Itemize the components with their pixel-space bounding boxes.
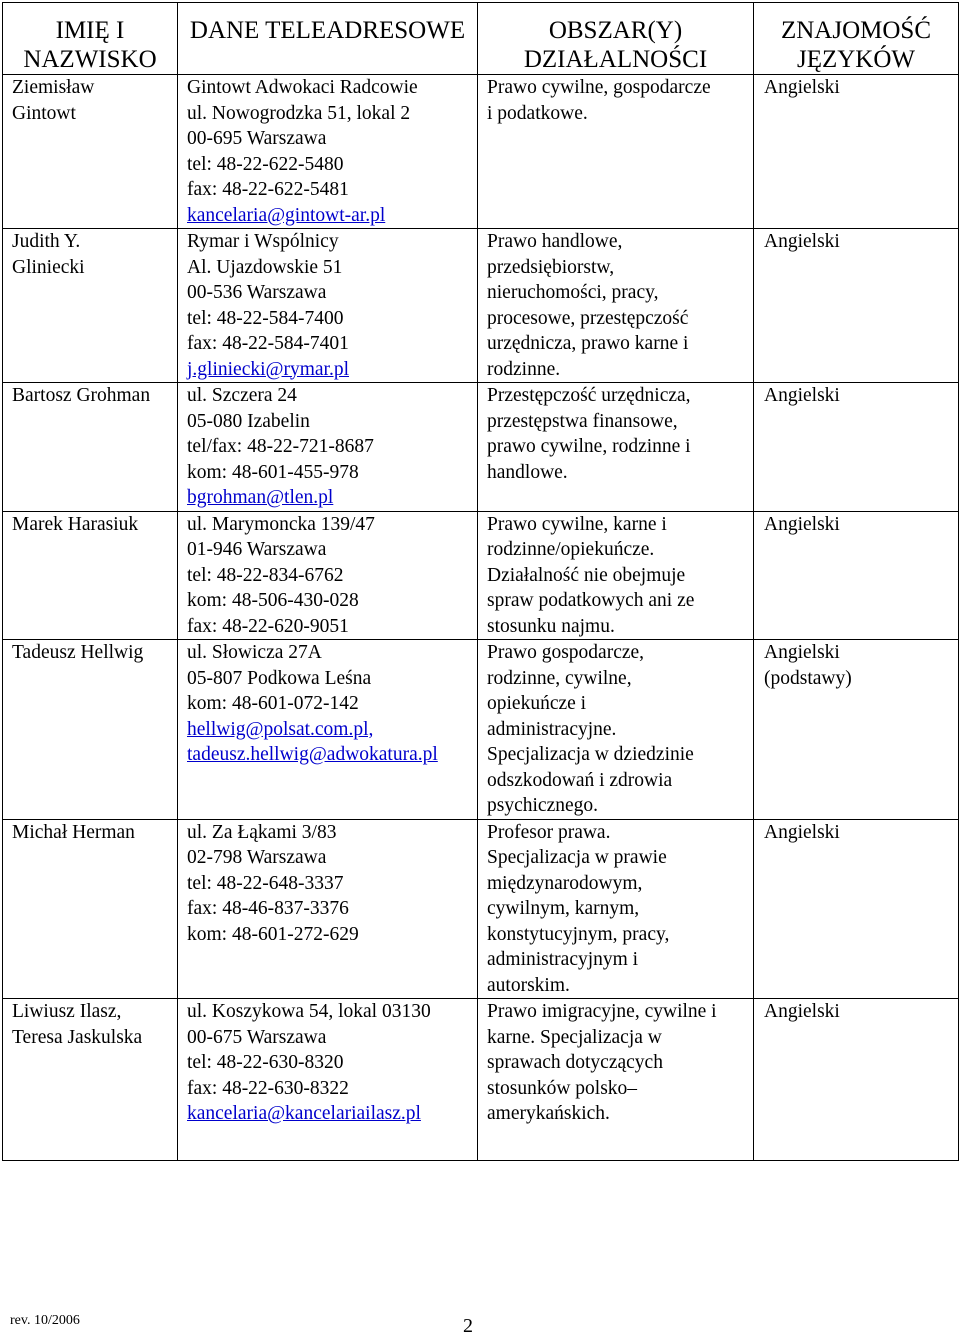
practice-area-line: i podatkowe. [487,102,588,124]
name-line: Michał Herman [12,821,135,843]
address-cell [178,229,478,383]
practice-area-cell [478,640,754,820]
address-line: ul. Nowogrodzka 51, lokal 2 [187,102,411,124]
address-line: Al. Ujazdowskie 51 [187,256,343,278]
practice-area-line: urzędnicza, prawo karne i [487,333,689,354]
table-row [3,383,959,512]
name-line: Liwiusz Ilasz, [12,1001,122,1022]
practice-area-line: stosunków polsko– [487,1077,638,1099]
address-line: 05-807 Podkowa Leśna [187,667,372,689]
table-row [3,640,959,820]
table-row [3,999,959,1161]
address-line: fax: 48-46-837-3376 [187,898,349,919]
address-line: tel: 48-22-648-3337 [187,872,344,894]
practice-area-line: administracyjne. [487,718,617,740]
address-line: ul. Marymoncka 139/47 [187,513,375,535]
address-cell [178,640,478,820]
practice-area-line: Specjalizacja w dziedzinie [487,744,694,765]
address-line: 01-946 Warszawa [187,539,327,560]
address-line: kom: 48-601-455-978 [187,461,359,483]
practice-area-cell [478,511,754,640]
name-cell [3,819,178,999]
language-line: Angielski [764,231,840,252]
address-cell [178,75,478,229]
address-cell [178,999,478,1161]
practice-area-line: psychicznego. [487,795,599,816]
table-row [3,229,959,383]
practice-area-line: spraw podatkowych ani ze [487,590,695,611]
email-link[interactable]: hellwig@polsat.com.pl, [187,718,374,740]
practice-area-line: karne. Specjalizacja w [487,1026,662,1048]
header-languages: ZNAJOMOŚĆ JĘZYKÓW [754,3,959,75]
address-line: ul. Słowicza 27A [187,642,322,663]
languages-cell [754,819,959,999]
practice-area-line: Prawo cywilne, karne i [487,513,667,535]
address-line: fax: 48-22-622-5481 [187,179,349,200]
language-line: Angielski [764,513,840,535]
practice-area-line: procesowe, przestępczość [487,307,689,329]
language-line: Angielski [764,642,840,663]
address-line: tel: 48-22-834-6762 [187,564,344,586]
email-link[interactable]: kancelaria@kancelariailasz.pl [187,1103,421,1124]
address-cell [178,383,478,512]
address-line: 00-695 Warszawa [187,128,327,149]
practice-area-line: Specjalizacja w prawie [487,847,667,868]
languages-cell [754,75,959,229]
languages-cell [754,511,959,640]
address-cell [178,819,478,999]
practice-area-line: Prawo gospodarcze, [487,642,645,663]
table-row [3,819,959,999]
practice-area-line: Prawo handlowe, [487,231,623,252]
address-line: fax: 48-22-630-8322 [187,1077,349,1099]
header-name: IMIĘ I NAZWISKO [3,3,178,75]
name-cell [3,229,178,383]
address-line: kom: 48-601-072-142 [187,693,359,714]
email-link[interactable]: kancelaria@gintowt-ar.pl [187,204,386,226]
address-line: Rymar i Wspólnicy [187,231,339,252]
practice-area-line: rodzinne/opiekuńcze. [487,539,655,560]
address-line: ul. Szczera 24 [187,385,297,406]
practice-area-line: przedsiębiorstw, [487,256,615,278]
practice-area-line: przestępstwa finansowe, [487,410,678,432]
languages-cell [754,640,959,820]
address-line: kom: 48-601-272-629 [187,923,359,945]
practice-area-line: Prawo cywilne, gospodarcze [487,77,711,98]
name-line: Marek Harasiuk [12,513,139,535]
address-cell [178,511,478,640]
address-line: fax: 48-22-584-7401 [187,333,349,354]
name-line: Gintowt [12,102,76,124]
address-line: 00-675 Warszawa [187,1026,327,1048]
practice-area-line: Działalność nie obejmuje [487,564,686,586]
name-cell [3,75,178,229]
language-line: Angielski [764,77,840,98]
address-line: tel: 48-22-622-5480 [187,153,344,175]
practice-area-line: rodzinne. [487,358,561,380]
header-address: DANE TELEADRESOWE [178,3,478,75]
languages-cell [754,999,959,1161]
practice-area-line: opiekuńcze i [487,693,587,714]
practice-area-line: konstytucyjnym, pracy, [487,923,670,945]
practice-area-line: sprawach dotyczących [487,1052,663,1073]
name-cell [3,511,178,640]
practice-area-line: Profesor prawa. [487,821,611,843]
table-row [3,511,959,640]
language-line: Angielski [764,1001,840,1022]
name-cell [3,640,178,820]
name-line: Gliniecki [12,256,85,278]
language-line: Angielski [764,821,840,843]
practice-area-cell [478,229,754,383]
practice-area-line: autorskim. [487,974,570,996]
address-line: Gintowt Adwokaci Radcowie [187,77,418,98]
lawyers-directory-table [2,2,959,1161]
name-line: Bartosz Grohman [12,385,151,406]
address-line: kom: 48-506-430-028 [187,590,359,611]
header-area: OBSZAR(Y) DZIAŁALNOŚCI [478,3,754,75]
address-line: tel: 48-22-584-7400 [187,307,344,329]
address-line: 02-798 Warszawa [187,847,327,868]
name-cell [3,999,178,1161]
address-line: ul. Za Łąkami 3/83 [187,821,337,843]
address-line: tel/fax: 48-22-721-8687 [187,436,374,457]
practice-area-cell [478,383,754,512]
practice-area-cell [478,819,754,999]
address-line: 00-536 Warszawa [187,282,327,303]
practice-area-line: międzynarodowym, [487,872,643,894]
name-line: Judith Y. [12,231,81,252]
email-link[interactable]: bgrohman@tlen.pl [187,487,334,508]
language-line: Angielski [764,385,840,406]
practice-area-line: nieruchomości, pracy, [487,282,659,303]
practice-area-cell [478,999,754,1161]
table-body [3,75,959,1161]
address-line: tel: 48-22-630-8320 [187,1052,344,1073]
name-line: Ziemisław [12,77,95,98]
practice-area-cell [478,75,754,229]
practice-area-line: prawo cywilne, rodzinne i [487,436,691,457]
name-cell [3,383,178,512]
page-number: 2 [463,1315,473,1337]
practice-area-line: administracyjnym i [487,949,639,970]
email-link[interactable]: tadeusz.hellwig@adwokatura.pl [187,744,438,765]
address-line: ul. Koszykowa 54, lokal 03130 [187,1001,431,1022]
practice-area-line: cywilnym, karnym, [487,898,640,919]
email-link[interactable]: j.gliniecki@rymar.pl [187,358,350,380]
practice-area-line: Przestępczość urzędnicza, [487,385,691,406]
revision-label: rev. 10/2006 [10,1313,80,1328]
table-row [3,75,959,229]
address-line: fax: 48-22-620-9051 [187,615,349,637]
name-line: Teresa Jaskulska [12,1026,143,1048]
name-line: Tadeusz Hellwig [12,642,144,663]
practice-area-line: Prawo imigracyjne, cywilne i [487,1001,717,1022]
practice-area-line: odszkodowań i zdrowia [487,769,673,791]
address-line: 05-080 Izabelin [187,410,310,432]
practice-area-line: stosunku najmu. [487,615,615,637]
language-line: (podstawy) [764,667,852,689]
practice-area-line: handlowe. [487,461,568,483]
practice-area-line: amerykańskich. [487,1103,610,1124]
practice-area-line: rodzinne, cywilne, [487,667,632,689]
table-header-row [3,3,959,75]
languages-cell [754,383,959,512]
languages-cell [754,229,959,383]
